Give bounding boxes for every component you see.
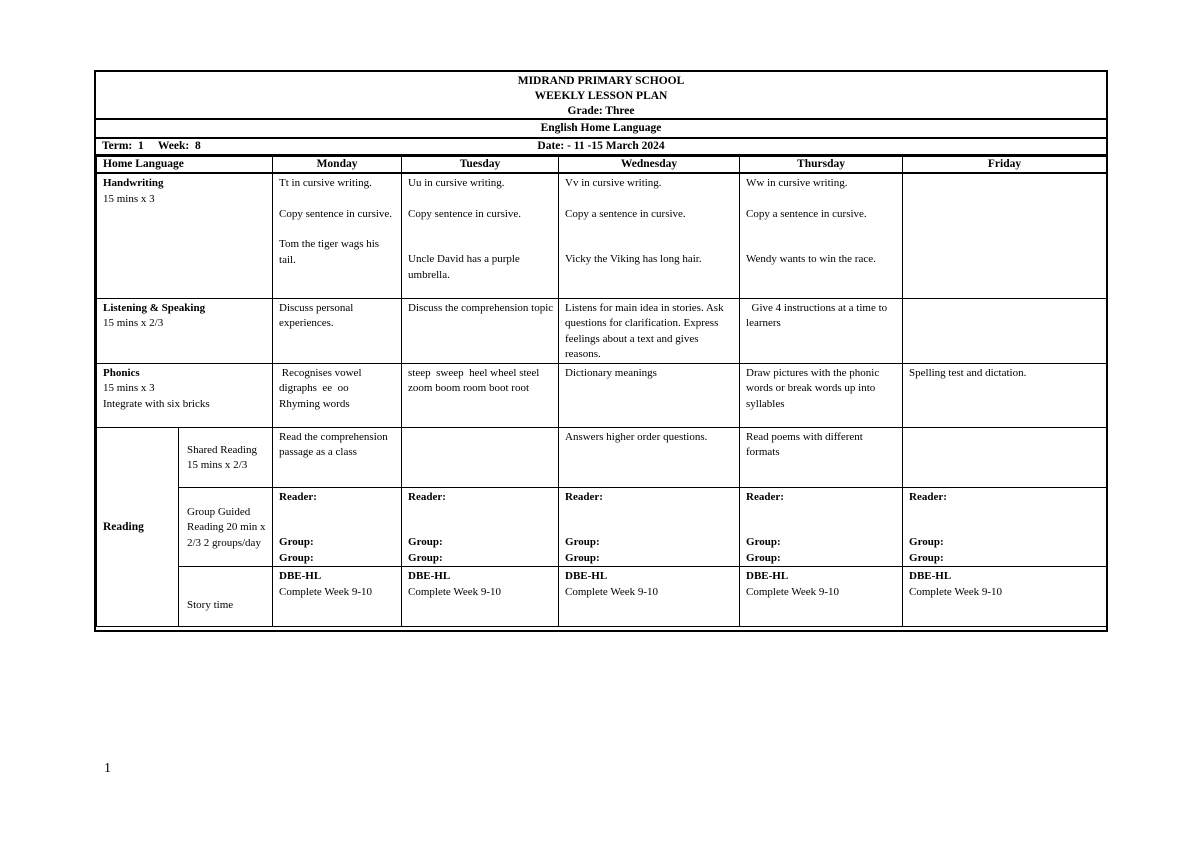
guided-friday	[903, 487, 1107, 567]
group-label: Group:	[279, 551, 314, 564]
story-time-label: Story time	[179, 567, 273, 627]
col-friday: Friday	[903, 157, 1107, 174]
phonics-time: 15 mins x 3	[103, 382, 155, 394]
story-title: DBE-HL	[746, 570, 789, 582]
handwriting-title: Handwriting	[103, 177, 164, 189]
listening-friday	[903, 298, 1107, 363]
phonics-tuesday	[402, 363, 559, 427]
story-text: Complete Week 9-10	[909, 585, 1003, 598]
phonics-row	[97, 363, 1107, 427]
col-wednesday: Wednesday	[559, 157, 740, 174]
story-text: Complete Week 9-10	[408, 585, 502, 598]
shared-reading-wednesday: Answers higher order questions.	[559, 427, 740, 487]
group-label: Group:	[408, 551, 443, 564]
story-title: DBE-HL	[279, 570, 322, 582]
story-title: DBE-HL	[565, 570, 608, 582]
term-week-row	[96, 139, 1106, 156]
listening-thursday: Give 4 instructions at a time to learners	[740, 298, 903, 363]
listening-tuesday: Discuss the comprehension topic	[402, 298, 559, 363]
story-title: DBE-HL	[909, 570, 952, 582]
cell-line: Uncle David has a purple umbrella.	[408, 253, 520, 281]
cell-line: Copy a sentence in cursive.	[565, 207, 686, 220]
col-thursday: Thursday	[740, 157, 903, 174]
listening-time: 15 mins x 2/3	[103, 317, 164, 329]
col-home-language: Home Language	[97, 157, 273, 174]
shared-reading-row	[97, 427, 1107, 487]
group-label: Group:	[408, 536, 443, 548]
story-text: Complete Week 9-10	[746, 585, 840, 598]
listening-title: Listening & Speaking	[103, 301, 206, 314]
guided-wednesday	[559, 487, 740, 567]
cell-line: Recognises vowel digraphs ee oo	[279, 366, 365, 394]
listening-row	[97, 298, 1107, 363]
term-week-label: Term: 1 Week: 8	[102, 140, 201, 152]
phonics-wednesday: Dictionary meanings	[559, 363, 740, 427]
shared-reading-thursday: Read poems with different formats	[740, 427, 903, 487]
phonics-monday	[273, 363, 402, 427]
listening-monday: Discuss personal experiences.	[273, 298, 402, 363]
story-title: DBE-HL	[408, 570, 451, 582]
phonics-title: Phonics	[103, 366, 140, 379]
phonics-thursday: Draw pictures with the phonic words or break words up into syllables	[740, 363, 903, 427]
story-text: Complete Week 9-10	[565, 585, 659, 598]
lesson-plan-sheet	[94, 70, 1108, 632]
cell-line: zoom boom room boot root	[408, 382, 530, 394]
phonics-label	[97, 363, 273, 427]
handwriting-thursday	[740, 173, 903, 298]
cell-line: Vv in cursive writing.	[565, 177, 662, 189]
lesson-plan-table	[96, 156, 1107, 627]
group-label: Group:	[909, 551, 944, 564]
group-label: Group:	[746, 551, 781, 564]
phonics-friday: Spelling test and dictation.	[903, 363, 1107, 427]
handwriting-label	[97, 173, 273, 298]
cell-line: Copy sentence in cursive.	[408, 207, 522, 220]
group-label: Group:	[279, 536, 314, 548]
grade-label: Grade: Three	[567, 105, 635, 117]
cell-line: Uu in cursive writing.	[408, 177, 505, 189]
story-monday	[273, 567, 402, 627]
reader-label: Reader:	[408, 490, 446, 503]
group-label: Group:	[565, 536, 600, 548]
cell-line: Rhyming words	[279, 397, 350, 410]
handwriting-wednesday	[559, 173, 740, 298]
date-label: Date: - 11 -15 March 2024	[537, 140, 665, 152]
handwriting-tuesday	[402, 173, 559, 298]
story-time-row	[97, 567, 1107, 627]
handwriting-row	[97, 173, 1107, 298]
shared-reading-friday	[903, 427, 1107, 487]
listening-wednesday: Listens for main idea in stories. Ask questions for clarification. Express feelings about a text and gives reasons.	[559, 298, 740, 363]
cell-line: Ww in cursive writing.	[746, 177, 848, 189]
guided-tuesday	[402, 487, 559, 567]
group-label: Group:	[746, 536, 781, 548]
cell-line: Copy sentence in cursive.	[279, 207, 393, 220]
shared-reading-monday: Read the comprehension passage as a class	[273, 427, 402, 487]
reader-label: Reader:	[746, 490, 784, 503]
shared-reading-label: Shared Reading 15 mins x 2/3	[179, 427, 273, 487]
handwriting-friday	[903, 173, 1107, 298]
reader-label: Reader:	[565, 490, 603, 503]
guided-thursday	[740, 487, 903, 567]
listening-label	[97, 298, 273, 363]
story-text: Complete Week 9-10	[279, 585, 373, 598]
subject-title: English Home Language	[96, 120, 1106, 139]
guided-reading-row	[97, 487, 1107, 567]
col-monday: Monday	[273, 157, 402, 174]
handwriting-monday	[273, 173, 402, 298]
story-friday	[903, 567, 1107, 627]
reading-label: Reading	[97, 427, 179, 627]
cell-line: Vicky the Viking has long hair.	[565, 253, 702, 265]
plan-header	[96, 72, 1106, 120]
guided-reading-label: Group Guided Reading 20 min x 2/3 2 groups/day	[179, 487, 273, 567]
plan-title: WEEKLY LESSON PLAN	[534, 90, 668, 102]
page-number: 1	[104, 761, 111, 776]
reader-label: Reader:	[279, 490, 317, 503]
shared-reading-tuesday	[402, 427, 559, 487]
col-tuesday: Tuesday	[402, 157, 559, 174]
story-tuesday	[402, 567, 559, 627]
group-label: Group:	[565, 551, 600, 564]
cell-line: Tom the tiger wags his tail.	[279, 238, 380, 266]
cell-line: Wendy wants to win the race.	[746, 253, 876, 265]
school-name: MIDRAND PRIMARY SCHOOL	[517, 75, 685, 87]
story-thursday	[740, 567, 903, 627]
phonics-note: Integrate with six bricks	[103, 397, 210, 410]
cell-line: steep sweep heel wheel steel	[408, 366, 540, 379]
column-header-row	[97, 157, 1107, 174]
handwriting-time: 15 mins x 3	[103, 192, 155, 205]
group-label: Group:	[909, 536, 944, 548]
cell-line: Tt in cursive writing.	[279, 177, 372, 189]
cell-line: Copy a sentence in cursive.	[746, 207, 867, 220]
story-wednesday	[559, 567, 740, 627]
guided-monday	[273, 487, 402, 567]
reader-label: Reader:	[909, 490, 947, 503]
